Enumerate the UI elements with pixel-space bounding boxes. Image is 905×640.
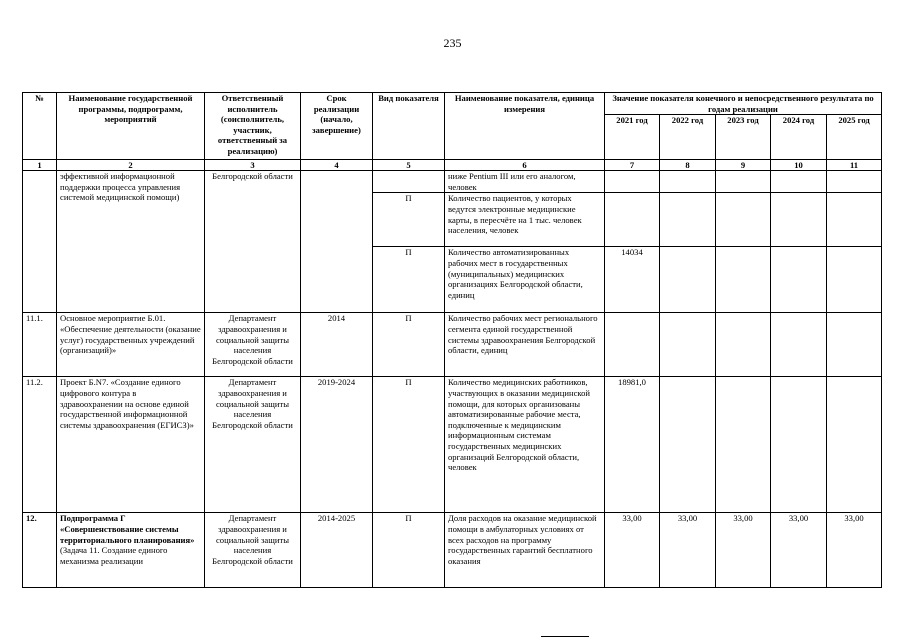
cell-kind (373, 171, 445, 193)
cell-value (771, 247, 827, 313)
cell-term: 2014 (301, 313, 373, 377)
cell-value (771, 171, 827, 193)
cell-executor: Белгородской области (205, 171, 301, 313)
table-row (23, 513, 882, 588)
table-row (23, 313, 882, 377)
cell-no: 11.2. (23, 377, 57, 513)
cell-value-2021: 33,00 (605, 513, 660, 588)
column-numbers-row (23, 160, 882, 171)
cell-value (660, 171, 716, 193)
cell-term (301, 171, 373, 313)
header-indicator: Наименование показателя, единица измерения (445, 93, 605, 160)
indicators-table (22, 92, 882, 588)
cell-kind: П (373, 377, 445, 513)
cell-kind: П (373, 193, 445, 247)
cell-indicator: Количество медицинских работников, участвующих в оказании медицинской помощи, для которых организованы автоматизированные рабочие места, подключенные к медицинским информационным системам государственных медицинских организаций Белгородской области, человек (445, 377, 605, 513)
header-kind: Вид показателя (373, 93, 445, 160)
cell-value (827, 377, 882, 513)
cell-name: Основное мероприятие Б.01. «Обеспечение деятельности (оказание услуг) государственных учреждений (организаций)» (57, 313, 205, 377)
column-number: 6 (445, 160, 605, 171)
header-row (23, 93, 882, 115)
subprogram-title: Подпрограмма Г «Совершенствование системы территориального планирования» (60, 513, 195, 545)
column-number: 9 (716, 160, 771, 171)
table-row (23, 171, 882, 193)
table-row (23, 377, 882, 513)
column-number: 1 (23, 160, 57, 171)
header-no: № (23, 93, 57, 160)
cell-term: 2019-2024 (301, 377, 373, 513)
column-number: 3 (205, 160, 301, 171)
cell-no (23, 171, 57, 313)
cell-indicator: Доля расходов на оказание медицинской помощи в амбулаторных условиях от всех расходов на программу государственных гарантий бесплатного оказания (445, 513, 605, 588)
cell-value-2021: 18981,0 (605, 377, 660, 513)
cell-executor: Департамент здравоохранения и социальной защиты населения Белгородской области (205, 513, 301, 588)
page-number: 235 (443, 36, 462, 50)
header-year-2021: 2021 год (605, 115, 660, 160)
cell-value-2024: 33,00 (771, 513, 827, 588)
cell-value-2022: 33,00 (660, 513, 716, 588)
cell-name: эффективной информационной поддержки процесса управления системой медицинской помощи) (57, 171, 205, 313)
cell-kind: П (373, 513, 445, 588)
cell-value (716, 313, 771, 377)
header-executor: Ответственный исполнитель (соисполнитель, участник, ответственный за реализацию) (205, 93, 301, 160)
cell-kind: П (373, 247, 445, 313)
cell-value (716, 247, 771, 313)
header-year-2025: 2025 год (827, 115, 882, 160)
cell-no: 11.1. (23, 313, 57, 377)
cell-value (771, 193, 827, 247)
column-number: 8 (660, 160, 716, 171)
cell-indicator: Количество автоматизированных рабочих мест в государственных (муниципальных) медицинских организациях Белгородской области, единиц (445, 247, 605, 313)
cell-value-2025: 33,00 (827, 513, 882, 588)
column-number: 7 (605, 160, 660, 171)
header-year-2024: 2024 год (771, 115, 827, 160)
cell-executor: Департамент здравоохранения и социальной защиты населения Белгородской области (205, 313, 301, 377)
cell-value (605, 193, 660, 247)
cell-value (771, 377, 827, 513)
cell-value (716, 171, 771, 193)
cell-term: 2014-2025 (301, 513, 373, 588)
footer-line (541, 636, 589, 637)
cell-value-2023: 33,00 (716, 513, 771, 588)
cell-name: Проект Б.N7. «Создание единого цифрового контура в здравоохранении на основе единой государственной информационной системы здравоохранения (ЕГИСЗ)» (57, 377, 205, 513)
cell-value (827, 313, 882, 377)
cell-value (827, 193, 882, 247)
cell-value-2021: 14034 (605, 247, 660, 313)
cell-value (660, 193, 716, 247)
cell-value (660, 247, 716, 313)
cell-indicator: ниже Pentium III или его аналогом, человек (445, 171, 605, 193)
header-year-2023: 2023 год (716, 115, 771, 160)
cell-executor: Департамент здравоохранения и социальной защиты населения Белгородской области (205, 377, 301, 513)
cell-no: 12. (23, 513, 57, 588)
header-values-group: Значение показателя конечного и непосредственного результата по годам реализации (605, 93, 882, 115)
cell-name (57, 513, 205, 588)
column-number: 11 (827, 160, 882, 171)
cell-value (771, 313, 827, 377)
cell-value (827, 171, 882, 193)
column-number: 10 (771, 160, 827, 171)
cell-value (660, 377, 716, 513)
column-number: 2 (57, 160, 205, 171)
cell-value (660, 313, 716, 377)
cell-value (605, 171, 660, 193)
cell-value (716, 377, 771, 513)
column-number: 5 (373, 160, 445, 171)
cell-kind: П (373, 313, 445, 377)
column-number: 4 (301, 160, 373, 171)
subprogram-task: (Задача 11. Создание единого механизма реализации (60, 545, 168, 566)
cell-indicator: Количество рабочих мест регионального сегмента единой государственной системы здравоохранения Белгородской области, единиц (445, 313, 605, 377)
header-name: Наименование государственной программы, подпрограмм, мероприятий (57, 93, 205, 160)
header-term: Срок реализации (начало, завершение) (301, 93, 373, 160)
cell-value (827, 247, 882, 313)
cell-value (716, 193, 771, 247)
cell-indicator: Количество пациентов, у которых ведутся электронные медицинские карты, в пересчёте на 1 тыс. человек населения, человек (445, 193, 605, 247)
header-year-2022: 2022 год (660, 115, 716, 160)
cell-value (605, 313, 660, 377)
